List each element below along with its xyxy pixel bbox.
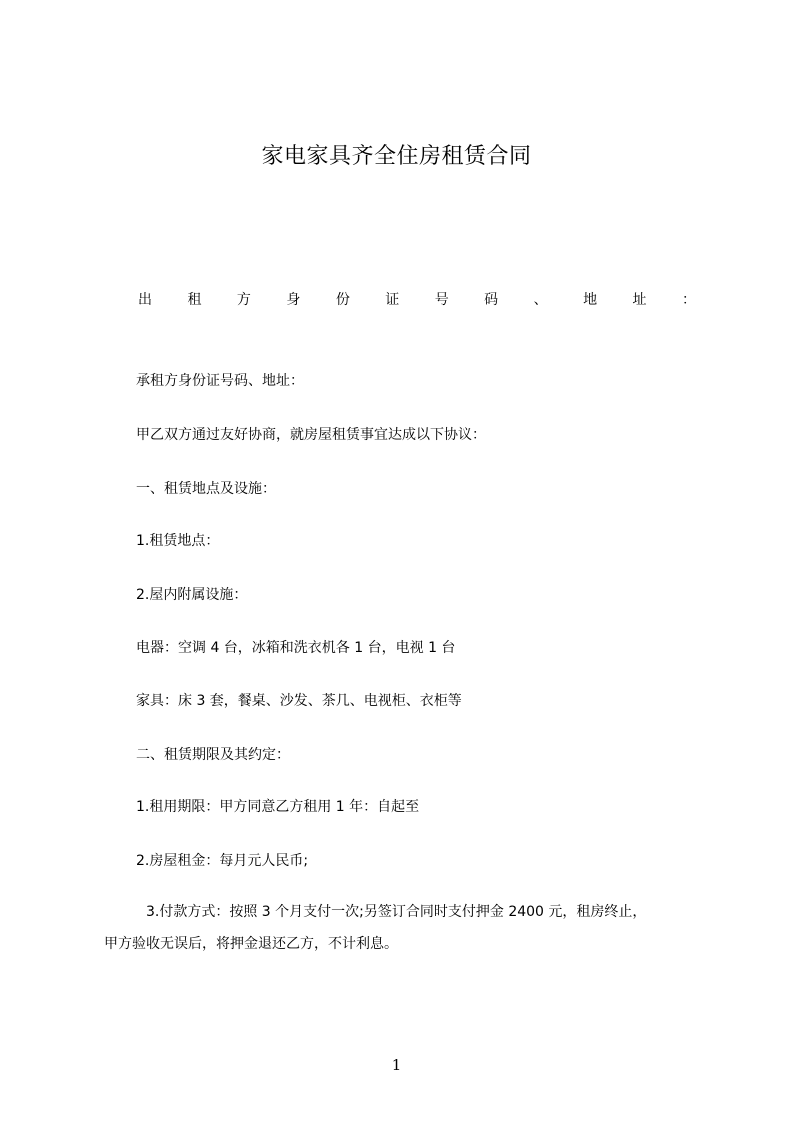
lessor-line-char: ：	[681, 292, 696, 308]
lessor-line-char: 身	[286, 292, 301, 308]
lessor-line-char: 地	[583, 292, 598, 308]
lessor-id-address-line	[138, 290, 696, 310]
appliances-line: 电器：空调 4 台，冰箱和洗衣机各 1 台，电视 1 台	[136, 640, 456, 656]
lessor-line-char: 码	[484, 292, 499, 308]
payment-method-line-1: 3.付款方式：按照 3 个月支付一次;另签订合同时支付押金 2400 元，租房终止，	[146, 904, 647, 920]
lessor-line-char: 出	[138, 292, 152, 308]
rental-term-item: 1.租用期限：甲方同意乙方租用 1 年：自起至	[136, 799, 420, 815]
lessor-line-char: 方	[236, 292, 251, 308]
page-number: 1	[391, 1056, 402, 1074]
section-1-heading: 一、租赁地点及设施：	[136, 481, 276, 497]
lessor-line-char: 号	[434, 292, 449, 308]
lessor-line-char: 租	[187, 292, 202, 308]
lessor-line-char: 证	[385, 292, 400, 308]
lessee-id-address-line: 承租方身份证号码、地址：	[136, 373, 304, 389]
section-2-heading: 二、租赁期限及其约定：	[136, 747, 290, 763]
lessor-line-char: 、	[533, 292, 548, 308]
payment-method-line-2: 甲方验收无误后，将押金退还乙方，不计利息。	[104, 936, 398, 952]
furniture-line: 家具：床 3 套，餐桌、沙发、茶几、电视柜、衣柜等	[136, 693, 462, 709]
lessor-line-char: 份	[335, 292, 350, 308]
rental-location-item: 1.租赁地点：	[136, 533, 220, 549]
lessor-line-char: 址	[632, 292, 647, 308]
rent-amount-item: 2.房屋租金：每月元人民币;	[136, 853, 309, 869]
facilities-item: 2.屋内附属设施：	[136, 587, 248, 603]
document-title: 家电家具齐全住房租赁合同	[261, 144, 532, 169]
agreement-intro: 甲乙双方通过友好协商，就房屋租赁事宜达成以下协议：	[136, 427, 486, 443]
